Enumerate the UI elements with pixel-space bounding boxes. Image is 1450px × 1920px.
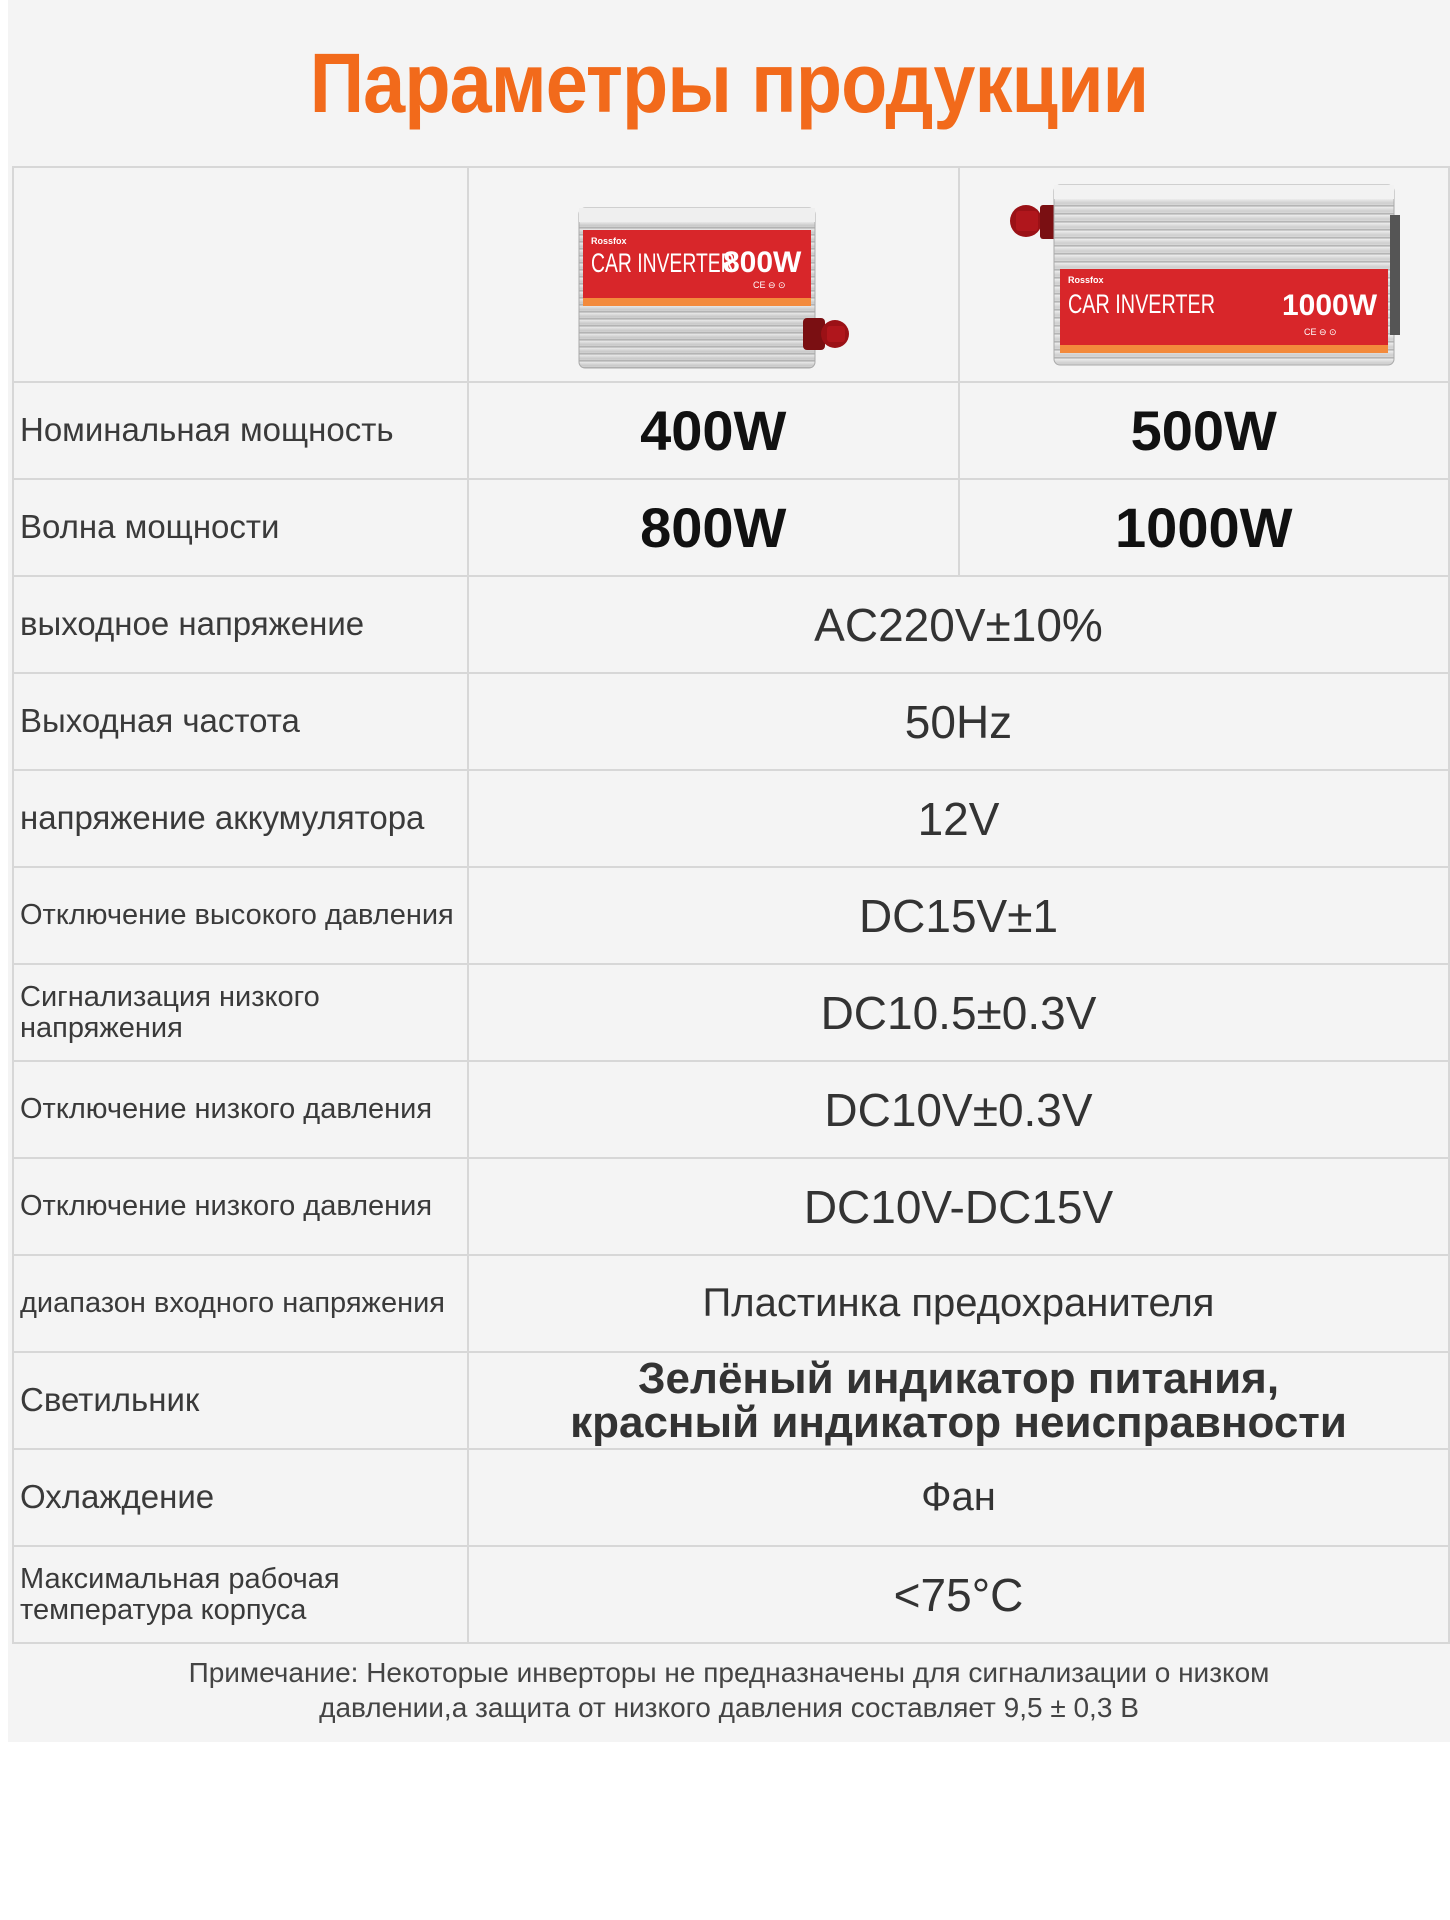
page-title: Параметры продукции (309, 35, 1149, 130)
rated-power-1000w: 500W (959, 382, 1450, 479)
rated-power-800w: 400W (468, 382, 959, 479)
inverter-1000w-brand: Rossfox (1067, 274, 1104, 285)
table-row (13, 1546, 1449, 1643)
inverter-1000w-image (1004, 175, 1404, 375)
table-row (13, 576, 1449, 673)
row-value: DC10V-DC15V (468, 1158, 1449, 1255)
inverter-800w-cert: CE ⊖ ⊙ (753, 279, 786, 290)
row-value: 12V (468, 770, 1449, 867)
table-row (13, 1255, 1449, 1352)
table-row (13, 964, 1449, 1061)
light-value-line2: красный индикатор неисправности (570, 1397, 1347, 1447)
row-value: <75°C (468, 1546, 1449, 1643)
row-label: выходное напряжение (13, 576, 468, 673)
row-label: Сигнализация низкого напряжения (13, 964, 468, 1061)
empty-header-cell (13, 167, 468, 382)
footnote-line1: Примечание: Некоторые инверторы не предназначены для сигнализации о низком (188, 1657, 1270, 1688)
row-label: Волна мощности (13, 479, 468, 576)
table-row (13, 770, 1449, 867)
row-value: Пластинка предохранителя (468, 1255, 1449, 1352)
table-row (13, 1158, 1449, 1255)
inverter-800w-label: CAR INVERTER (591, 247, 735, 278)
product-image-cell-800w (468, 167, 959, 382)
row-value: DC10.5±0.3V (468, 964, 1449, 1061)
table-row (13, 673, 1449, 770)
footnote-line2: давлении,а защита от низкого давления составляет 9,5 ± 0,3 В (319, 1692, 1139, 1723)
row-label: Охлаждение (13, 1449, 468, 1546)
spec-table (12, 166, 1450, 1644)
row-label: напряжение аккумулятора (13, 770, 468, 867)
footnote (8, 1655, 1450, 1740)
table-row (13, 1352, 1449, 1449)
row-label: Отключение низкого давления (13, 1061, 468, 1158)
row-label: Отключение низкого давления (13, 1158, 468, 1255)
table-row-images (13, 167, 1449, 382)
inverter-1000w-cert: CE ⊖ ⊙ (1303, 326, 1337, 337)
row-value: Фан (468, 1449, 1449, 1546)
row-label: Номинальная мощность (13, 382, 468, 479)
table-row (13, 1449, 1449, 1546)
row-label: Светильник (13, 1352, 468, 1449)
row-value (468, 1352, 1449, 1449)
row-label: Отключение высокого давления (13, 867, 468, 964)
row-value: 50Hz (468, 673, 1449, 770)
peak-power-800w: 800W (468, 479, 959, 576)
table-row (13, 867, 1449, 964)
inverter-800w-image (563, 180, 863, 370)
table-row (13, 1061, 1449, 1158)
inverter-800w-rating: 800W (723, 245, 802, 279)
row-label: Выходная частота (13, 673, 468, 770)
inverter-800w-brand: Rossfox (591, 235, 627, 246)
light-value-line1: Зелёный индикатор питания, (637, 1353, 1280, 1403)
table-row (13, 382, 1449, 479)
inverter-1000w-rating: 1000W (1281, 288, 1377, 322)
inverter-1000w-label: CAR INVERTER (1067, 288, 1215, 319)
product-image-cell-1000w (959, 167, 1450, 382)
table-row (13, 479, 1449, 576)
peak-power-1000w: 1000W (959, 479, 1450, 576)
row-label: Максимальная рабочая температура корпуса (13, 1546, 468, 1643)
row-value: DC15V±1 (468, 867, 1449, 964)
row-value: DC10V±0.3V (468, 1061, 1449, 1158)
row-label: диапазон входного напряжения (13, 1255, 468, 1352)
row-value: AC220V±10% (468, 576, 1449, 673)
